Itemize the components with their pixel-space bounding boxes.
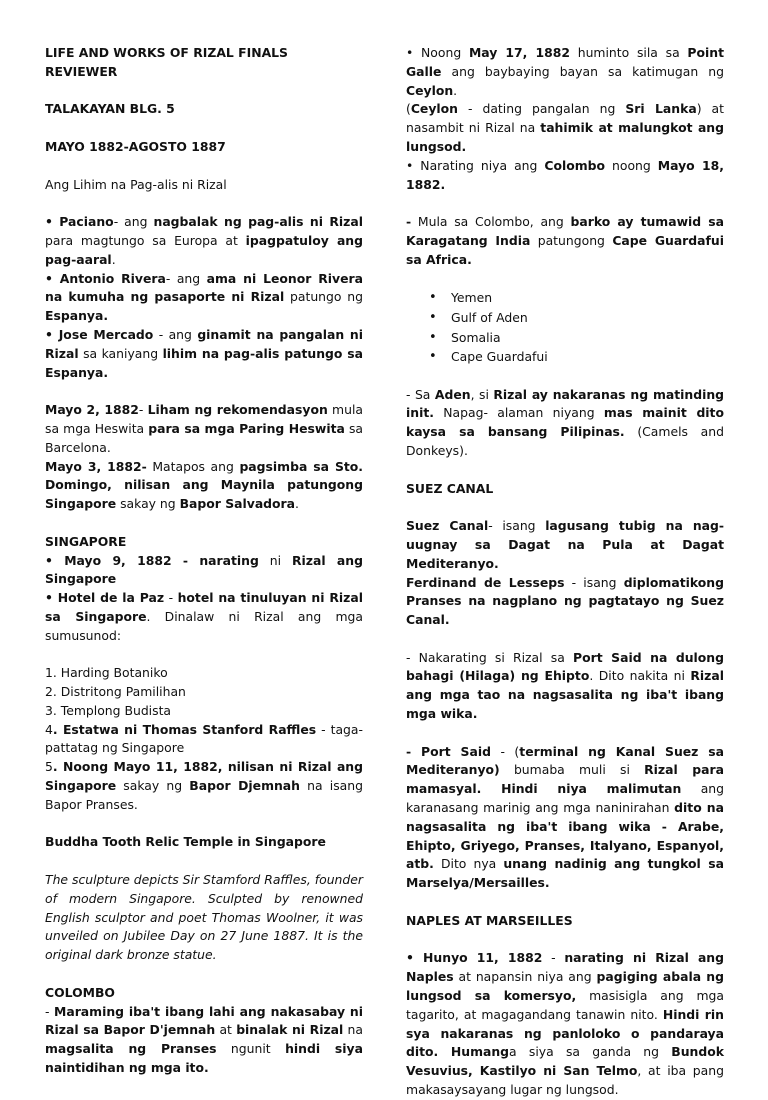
list-item: • Somalia (451, 328, 724, 348)
ceylon-paragraph: (Ceylon - dating pangalan ng Sri Lanka) at nasambit ni Rizal na tahimik at malungkot ang lungsod. (406, 101, 724, 154)
list-item: 5. Noong Mayo 11, 1882, nilisan ni Rizal ang Singapore sakay ng Bapor Djemnah na isang Bapor Pranses. (45, 759, 363, 812)
suez-heading: SUEZ CANAL (406, 480, 494, 496)
sculpture-caption: The sculpture depicts Sir Stamford Raffles, founder of modern Singapore. Sculpted by renowned English sculptor and poet Thomas Woolner, it was unveiled on Jubilee Day on 27 June 1887. It is the original dark bronze statue. (45, 872, 363, 963)
mayo2-paragraph: Mayo 2, 1882- Liham ng rekomendasyon mula sa mga Heswita para sa mga Paring Heswita sa Barcelona. (45, 402, 363, 455)
list-item: 4. Estatwa ni Thomas Stanford Raffles - taga-pattatag ng Singapore (45, 721, 363, 756)
singapore-heading: SINGAPORE (45, 533, 127, 549)
section-subtitle: Ang Lihim na Pag-alis ni Rizal (45, 176, 227, 192)
buddha-temple-heading: Buddha Tooth Relic Temple in Singapore (45, 834, 326, 850)
list-item: 1. Harding Botaniko (45, 665, 168, 681)
port-said-paragraph: - Nakarating si Rizal sa Port Said na dulong bahagi (Hilaga) ng Ehipto. Dito nakita ni Rizal ang mga tao na nagsasalita ng iba't ibang mga wika. (406, 649, 724, 722)
list-item: 3. Templong Budista (45, 702, 172, 718)
rivera-paragraph: • Antonio Rivera- ang ama ni Leonor Rivera na kumuha ng pasaporte ni Rizal patungo ng Espanya. (45, 270, 363, 324)
period-heading: MAYO 1882-AGOSTO 1887 (45, 138, 226, 154)
list-item: • Yemen (451, 288, 724, 308)
suez-paragraph: Suez Canal- isang lagusang tubig na nag-uugnay sa Dagat na Pula at Dagat Mediteranyo. (406, 518, 725, 571)
mayo9-paragraph: • Mayo 9, 1882 - narating ni Rizal ang Singapore (45, 552, 363, 587)
mayo18-paragraph: • Narating niya ang Colombo noong Mayo 18, 1882. (406, 157, 724, 192)
naples-paragraph: • Hunyo 11, 1882 - narating ni Rizal ang Naples at napansin niya ang pagiging abala ng lungsod sa komersyo, masisigla ang mga tagarito, at magagandang tanawin nito. Hindi rin sya nakaranas ng panloloko o pandaraya dito. Humanga siya sa ganda ng Bundok Vesuvius, Kastilyo ni San Telmo, at iba pang makasaysayang lugar ng lungsod. (406, 950, 724, 1098)
naples-heading: NAPLES AT MARSEILLES (406, 912, 573, 928)
lesson-number: TALAKAYAN BLG. 5 (45, 101, 175, 117)
document-title: LIFE AND WORKS OF RIZAL FINALS REVIEWER (45, 45, 288, 79)
aden-paragraph: - Sa Aden, si Rizal ay nakaranas ng matinding init. Napag- alaman niyang mas mainit dito kaysa sa bansang Pilipinas. (Camels and Donkeys). (406, 386, 725, 458)
port-said-terminal-paragraph: - Port Said - (terminal ng Kanal Suez sa Mediteranyo) bumaba muli si Rizal para mamasyal. Hindi niya malimutan ang karanasang marinig ang mga naninirahan dito na nagsasalita ng iba't ibang wika - Arabe, Ehipto, Griyego, Pranses, Italyano, Espanyol, atb. Dito nya unang nadinig ang tungkol sa Marselya/Mersailles. (406, 743, 725, 891)
paciano-paragraph: • Paciano- ang nagbalak ng pag-alis ni Rizal para magtungo sa Europa at ipagpatuloy ang pag-aaral. (45, 214, 363, 267)
colombo-heading: COLOMBO (45, 984, 115, 1000)
colombo-paragraph: - Maraming iba't ibang lahi ang nakasabay ni Rizal sa Bapor D'jemnah at binalak ni Rizal na magsalita ng Pranses ngunit hindi siya naintidihan ng mga ito. (45, 1003, 364, 1076)
list-item: • Cape Guardafui (451, 347, 724, 367)
barko-paragraph: - Mula sa Colombo, ang barko ay tumawid sa Karagatang India patungong Cape Guardafui sa Africa. (406, 214, 724, 267)
route-bullet-list (406, 288, 724, 366)
mercado-paragraph: • Jose Mercado - ang ginamit na pangalan ni Rizal sa kaniyang lihim na pag-alis patungo sa Espanya. (45, 326, 363, 380)
list-item: • Gulf of Aden (451, 308, 724, 328)
mayo3-paragraph: Mayo 3, 1882- Matapos ang pagsimba sa Sto. Domingo, nilisan ang Maynila patungong Singapore sakay ng Bapor Salvadora. (45, 458, 364, 512)
lesseps-paragraph: Ferdinand de Lesseps - isang diplomatikong Pranses na nagplano ng pagtatayo ng Suez Canal. (406, 574, 724, 628)
left-column (45, 44, 363, 1078)
mayo17-paragraph: • Noong May 17, 1882 huminto sila sa Point Galle ang baybaying bayan sa katimugan ng Ceylon. (406, 45, 725, 98)
right-column (406, 44, 724, 1100)
places-list (45, 664, 363, 814)
hotel-paragraph: • Hotel de la Paz - hotel na tinuluyan ni Rizal sa Singapore. Dinalaw ni Rizal ang mga sumusunod: (45, 590, 363, 643)
list-item: 2. Distritong Pamilihan (45, 684, 186, 700)
